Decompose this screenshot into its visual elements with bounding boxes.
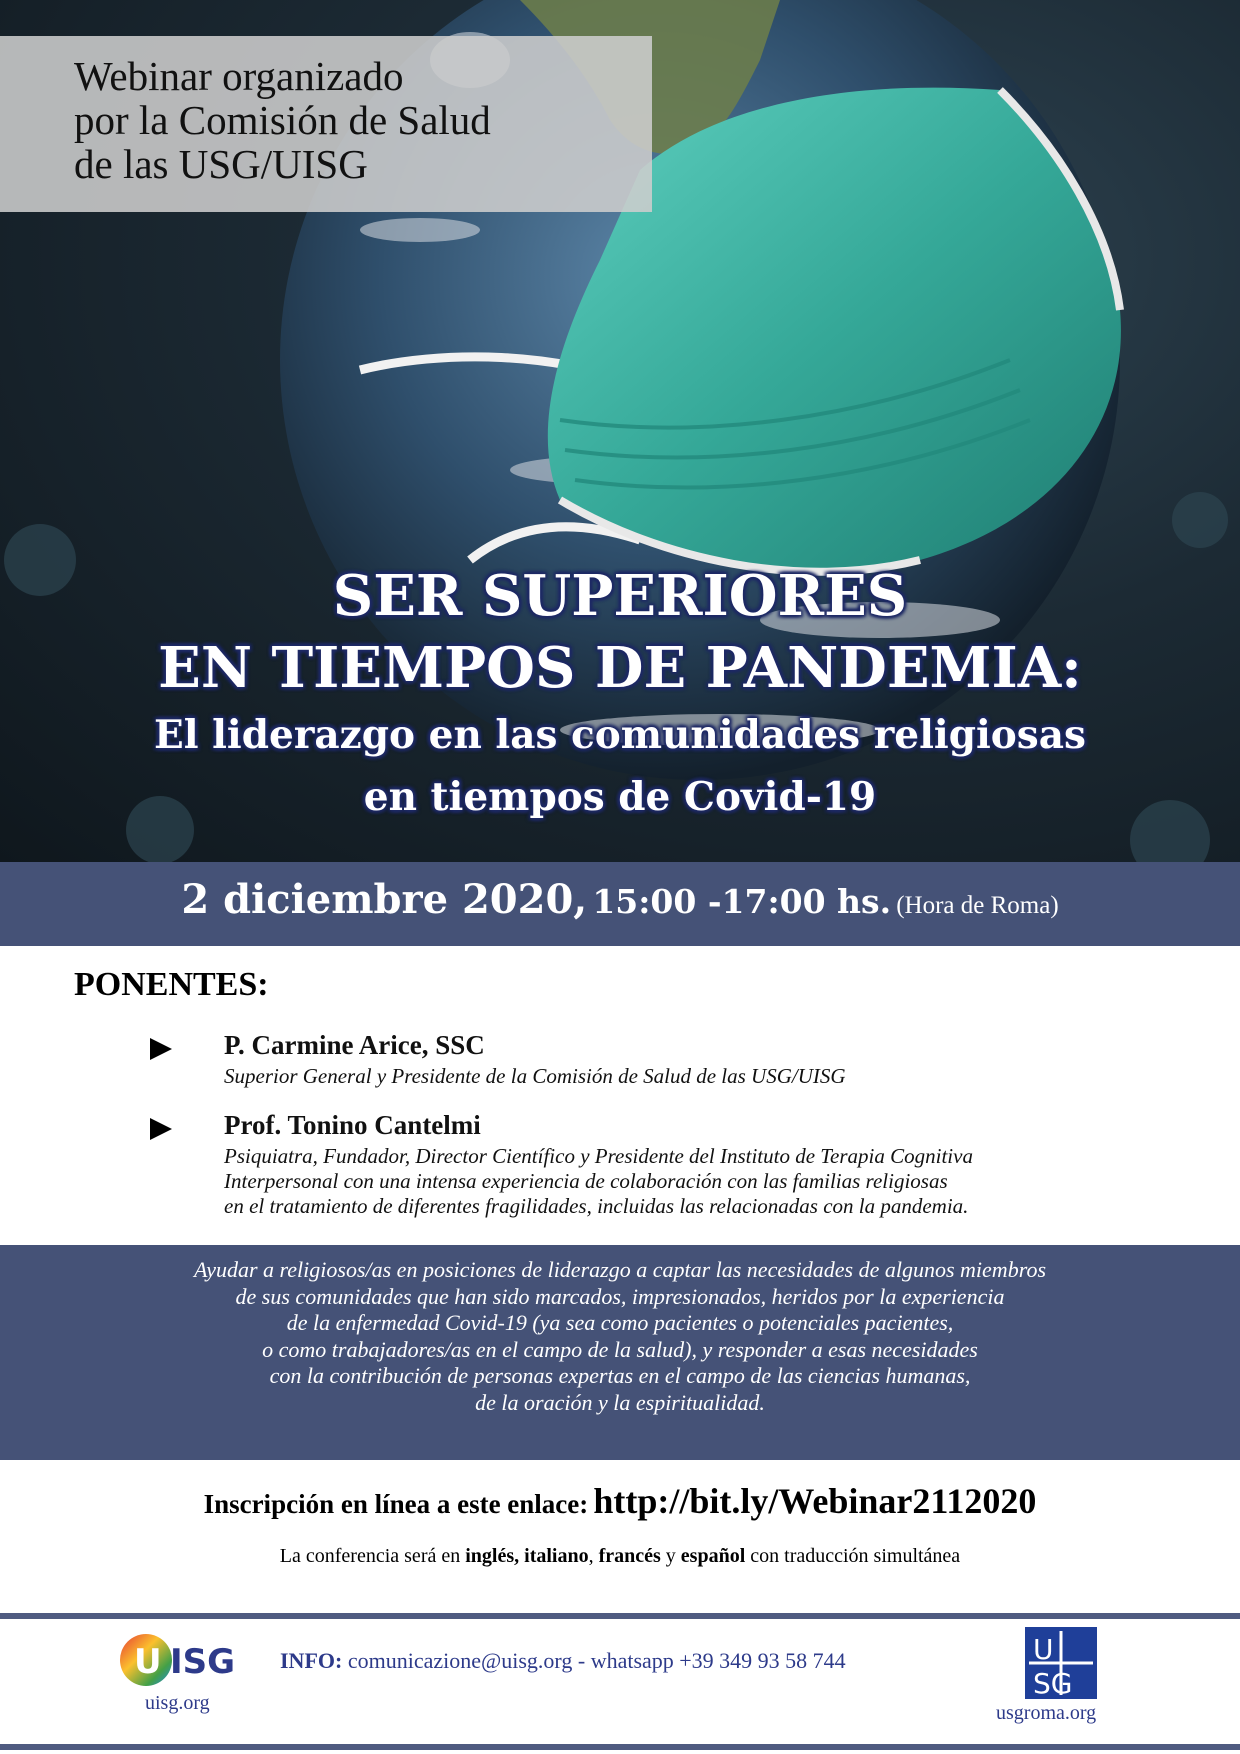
language-english: inglés — [465, 1545, 515, 1567]
description-band — [0, 1245, 1240, 1460]
usg-logo-top: U — [1033, 1633, 1054, 1666]
registration-line — [0, 1480, 1240, 1522]
uisg-logo-text: ISG — [170, 1642, 236, 1682]
event-date: 2 diciembre 2020, — [181, 876, 588, 923]
description-line: o como trabajadores/as en el campo de la salud), y responder a esas necesidades — [262, 1336, 978, 1362]
speaker-role-line: en el tratamiento de diferentes fragilidades, incluidas las relacionadas con la pandemia. — [224, 1194, 969, 1218]
description-line: de la oración y la espiritualidad. — [475, 1389, 765, 1415]
organizer-line: por la Comisión de Salud — [74, 97, 491, 143]
speaker-role — [224, 1064, 1184, 1089]
speaker-name: Prof. Tonino Cantelmi — [224, 1110, 481, 1140]
description-line: de la enfermedad Covid-19 (ya sea como pacientes o potenciales pacientes, — [286, 1310, 954, 1335]
date-bar — [0, 862, 1240, 946]
description-line: Ayudar a religiosos/as en posiciones de liderazgo a captar las necesidades de algunos miembros — [193, 1257, 1047, 1282]
description-line: con la contribución de personas expertas en el campo de las ciencias humanas, — [269, 1363, 971, 1388]
language-french: francés — [598, 1545, 661, 1567]
footer-bottom-divider — [0, 1744, 1240, 1750]
registration-label: Inscripción en línea a este enlace: — [203, 1489, 589, 1519]
title-line-1: SER SUPERIORES — [332, 563, 908, 629]
usg-url[interactable]: usgroma.org — [996, 1702, 1097, 1724]
speaker-role-line: Interpersonal con una intensa experiencia de colaboración con las familias religiosas — [224, 1169, 948, 1193]
organizer-line: Webinar organizado — [74, 53, 404, 99]
usg-logo-bottom: SG — [1033, 1667, 1073, 1699]
language-conjunction: y — [665, 1545, 676, 1567]
usg-logo[interactable] — [1025, 1627, 1097, 1699]
info-label: INFO: — [280, 1648, 343, 1673]
registration-link[interactable]: http://bit.ly/Webinar2112020 — [593, 1481, 1037, 1521]
speaker-role-line: Superior General y Presidente de la Comisión de Salud de las USG/UISG — [224, 1064, 846, 1088]
language-separator: , — [514, 1545, 520, 1567]
speaker-role-line: Psiquiatra, Fundador, Director Científico y Presidente del Instituto de Terapia Cognitiva — [224, 1144, 973, 1168]
speaker-role — [224, 1144, 1184, 1219]
subtitle-line-2: en tiempos de Covid-19 — [363, 774, 877, 820]
languages-note — [0, 1545, 1240, 1568]
footer-divider — [0, 1613, 1240, 1619]
languages-suffix: con traducción simultánea — [750, 1545, 961, 1567]
organizer-line: de las USG/UISG — [74, 141, 368, 187]
contact-whatsapp: whatsapp +39 349 93 58 744 — [590, 1648, 846, 1673]
uisg-url[interactable]: uisg.org — [145, 1692, 210, 1714]
uisg-logo-letter: U — [134, 1642, 162, 1682]
language-italian: italiano — [524, 1545, 589, 1567]
speaker-name: P. Carmine Arice, SSC — [224, 1030, 485, 1060]
uisg-logo[interactable] — [118, 1630, 242, 1690]
description-line: de sus comunidades que han sido marcados, impresionados, heridos por la experiencia — [235, 1283, 1005, 1309]
play-arrow-icon — [150, 1118, 172, 1140]
title-line-2: EN TIEMPOS DE PANDEMIA: — [158, 635, 1082, 701]
language-separator: , — [588, 1545, 594, 1567]
event-title — [0, 560, 1240, 828]
event-time: 15:00 -17:00 hs. — [592, 882, 892, 921]
contact-info — [280, 1648, 846, 1674]
timezone-note: (Hora de Roma) — [896, 892, 1059, 919]
languages-prefix: La conferencia será en — [279, 1545, 461, 1567]
organizer-box — [0, 36, 652, 212]
contact-email[interactable]: comunicazione@uisg.org — [347, 1648, 573, 1673]
contact-separator: - — [572, 1648, 591, 1673]
speakers-heading: PONENTES: — [74, 966, 269, 1003]
subtitle-line-1: El liderazgo en las comunidades religiosas — [153, 712, 1086, 758]
hero-banner — [0, 0, 1240, 862]
language-spanish: español — [680, 1545, 746, 1567]
play-arrow-icon — [150, 1038, 172, 1060]
